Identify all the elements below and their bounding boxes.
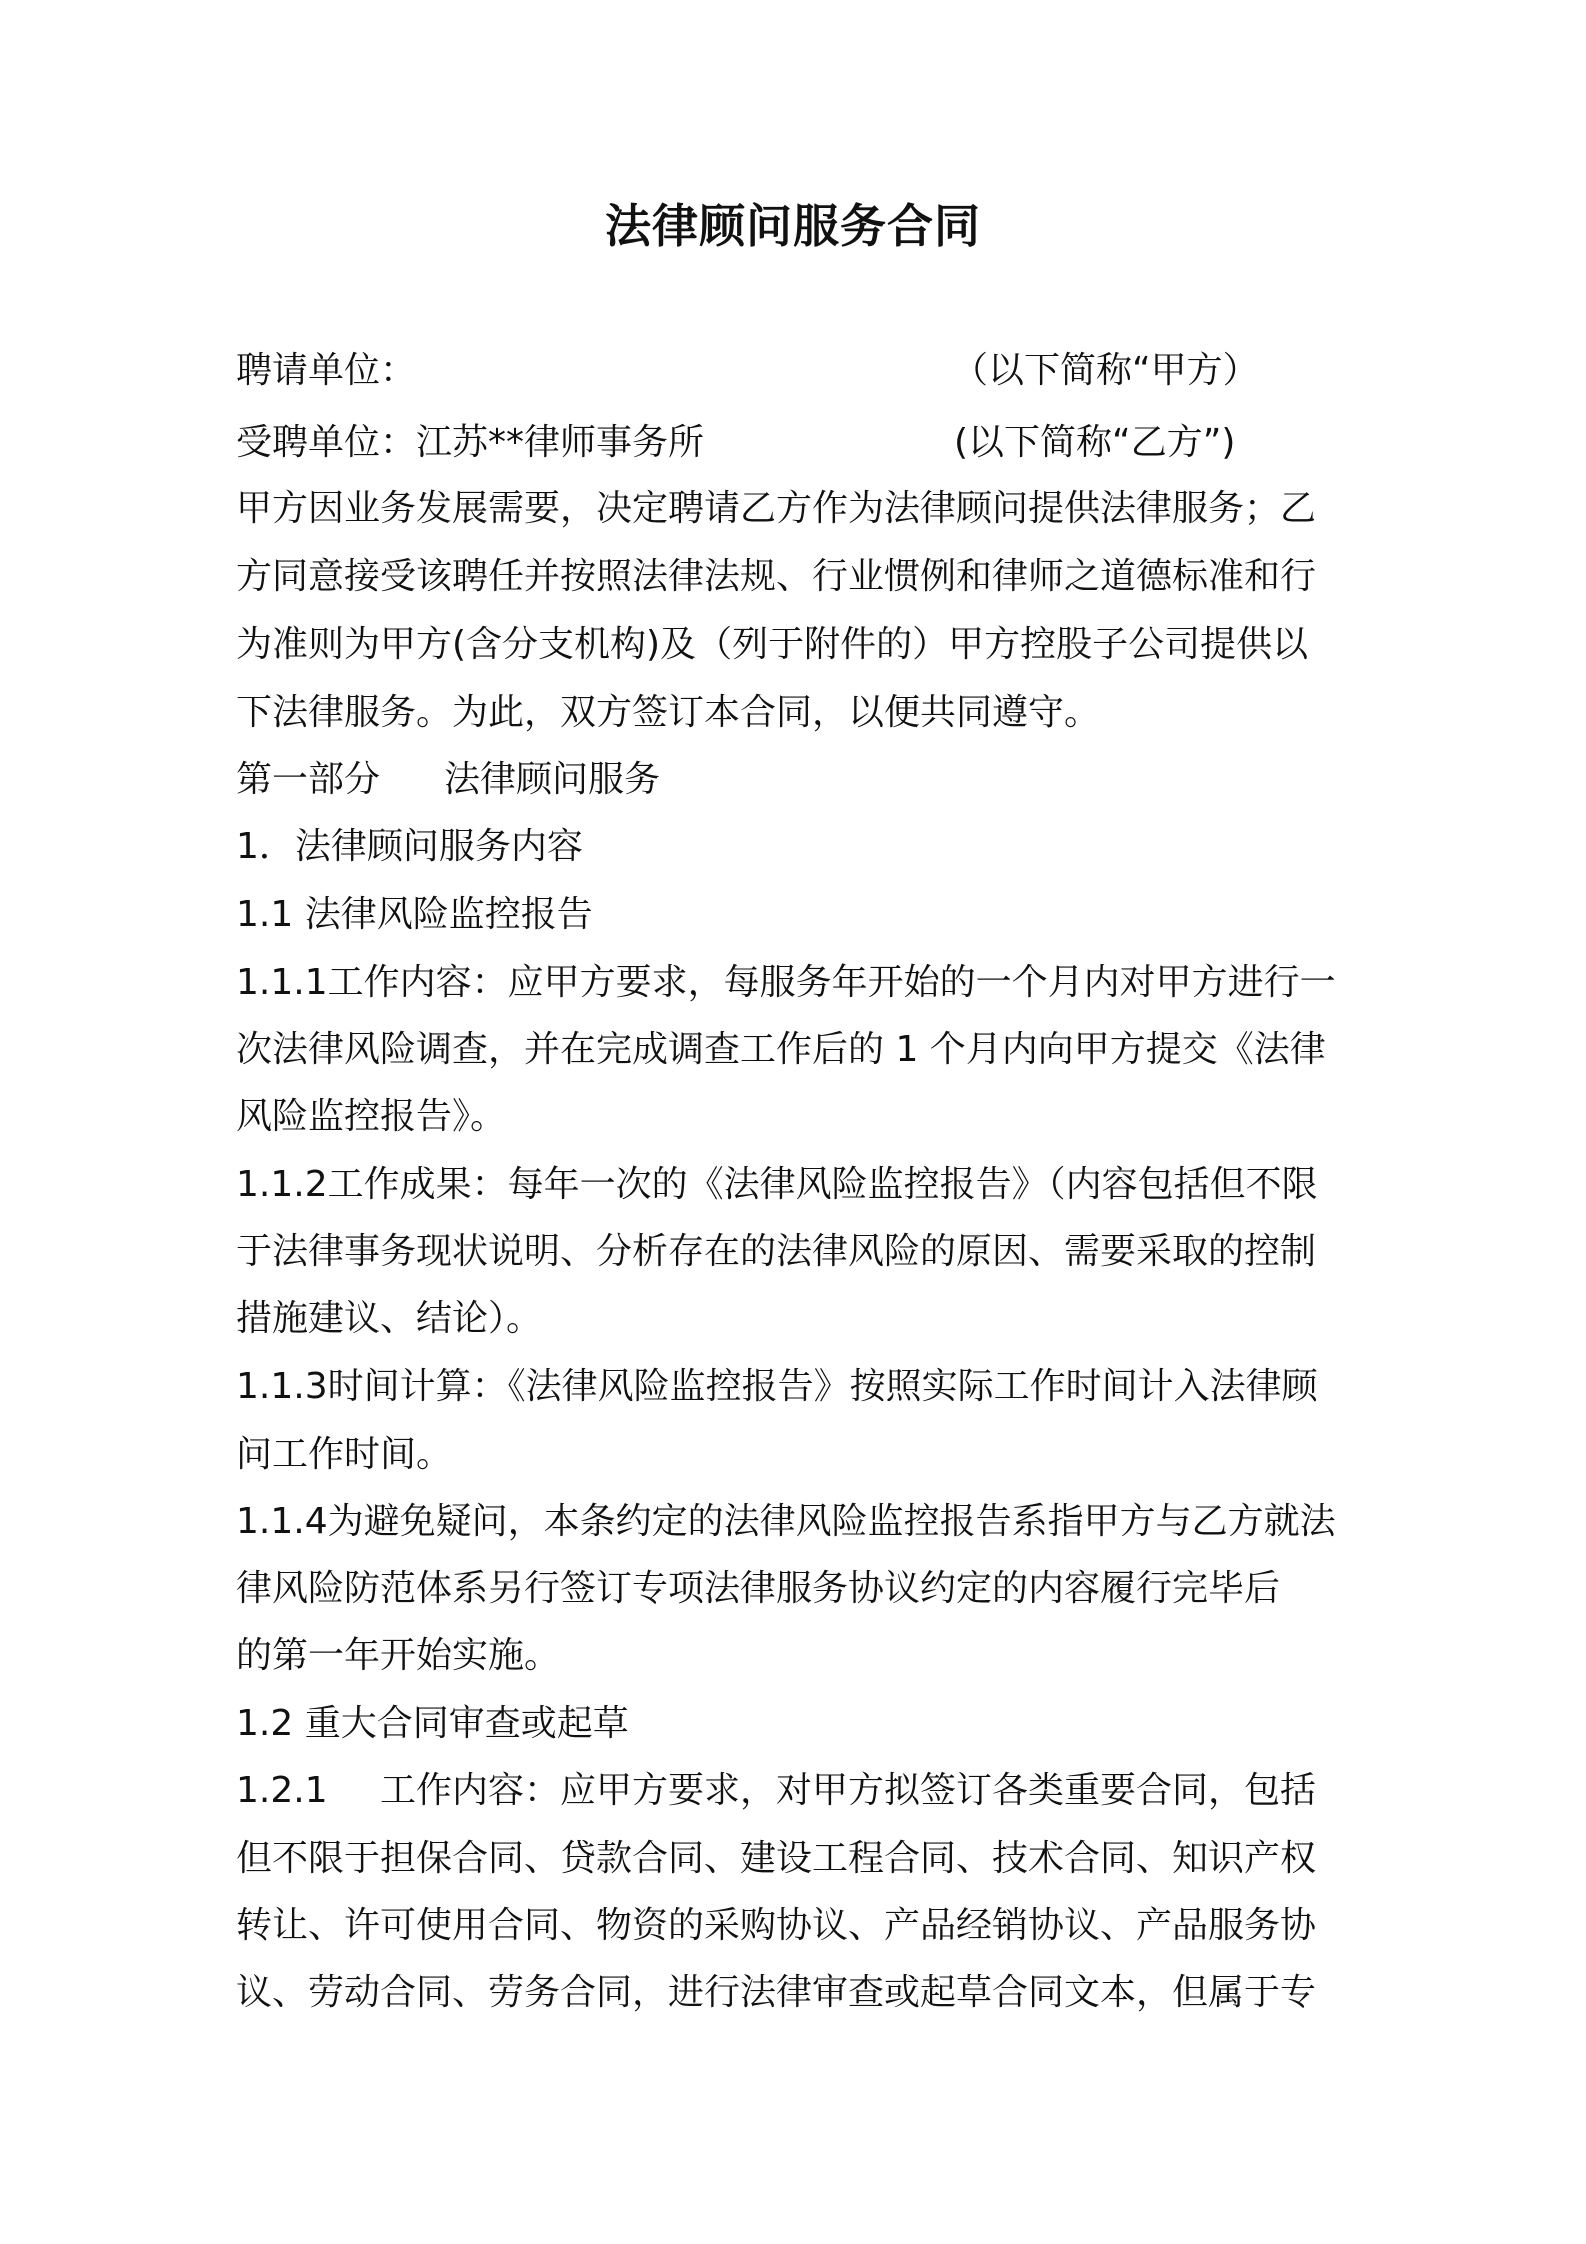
section-1-1-heading: 1.1 法律风险监控报告 <box>236 894 593 935</box>
intro-line: 方同意接受该聘任并按照法律法规、行业惯例和律师之道德标准和行 <box>236 556 1317 597</box>
clause-line: 1.1.2工作成果：每年一次的《法律风险监控报告》（内容包括但不限 <box>236 1164 1318 1205</box>
intro-line: 甲方因业务发展需要，决定聘请乙方作为法律顾问提供法律服务；乙 <box>236 488 1317 529</box>
document-title: 法律顾问服务合同 <box>605 199 981 253</box>
section-1-2-heading: 1.2 重大合同审查或起草 <box>236 1703 629 1744</box>
part1-heading <box>236 755 380 805</box>
section-1-heading: 1．法律顾问服务内容 <box>236 826 583 867</box>
party-b-alias: (以下简称“乙方”) <box>954 422 1236 463</box>
clause-line: 的第一年开始实施。 <box>236 1635 561 1676</box>
clause-line: 工作内容：应甲方要求，对甲方拟签订各类重要合同，包括 <box>380 1770 1317 1811</box>
clause-line: 律风险防范体系另行签订专项法律服务协议约定的内容履行完毕后 <box>236 1568 1281 1609</box>
clause-line: 1.1.1工作内容：应甲方要求，每服务年开始的一个月内对甲方进行一 <box>236 962 1336 1003</box>
part1-title: 法律顾问服务 <box>444 759 661 800</box>
party-a-alias: （以下简称“甲方） <box>952 350 1259 391</box>
clause-line: 转让、许可使用合同、物资的采购协议、产品经销协议、产品服务协 <box>236 1905 1317 1946</box>
clause-line: 1.1.3时间计算：《法律风险监控报告》按照实际工作时间计入法律顾 <box>236 1366 1318 1407</box>
clause-line: 次法律风险调查，并在完成调查工作后的 1 个月内向甲方提交《法律 <box>236 1029 1326 1070</box>
clause-1-2-1-number: 1.2.1 <box>236 1770 328 1811</box>
party-b-name: 江苏**律师事务所 <box>416 422 705 463</box>
party-a-line <box>236 346 416 396</box>
clause-line: 但不限于担保合同、贷款合同、建设工程合同、技术合同、知识产权 <box>236 1838 1317 1879</box>
intro-line: 为准则为甲方(含分支机构)及（列于附件的）甲方控股子公司提供以 <box>236 624 1309 665</box>
clause-line: 问工作时间。 <box>236 1434 453 1475</box>
party-a-label: 聘请单位： <box>236 350 417 391</box>
part1-label: 第一部分 <box>236 759 381 800</box>
intro-line: 下法律服务。为此，双方签订本合同，以便共同遵守。 <box>236 692 1101 733</box>
clause-line: 1.1.4为避免疑问，本条约定的法律风险监控报告系指甲方与乙方就法 <box>236 1501 1336 1542</box>
clause-line: 议、劳动合同、劳务合同，进行法律审查或起草合同文本，但属于专 <box>236 1972 1317 2013</box>
clause-line: 措施建议、结论）。 <box>236 1298 543 1339</box>
clause-line: 风险监控报告》。 <box>236 1096 507 1137</box>
party-b-line <box>236 418 704 468</box>
clause-line: 于法律事务现状说明、分析存在的法律风险的原因、需要采取的控制 <box>236 1231 1317 1272</box>
party-b-label: 受聘单位： <box>236 422 417 463</box>
